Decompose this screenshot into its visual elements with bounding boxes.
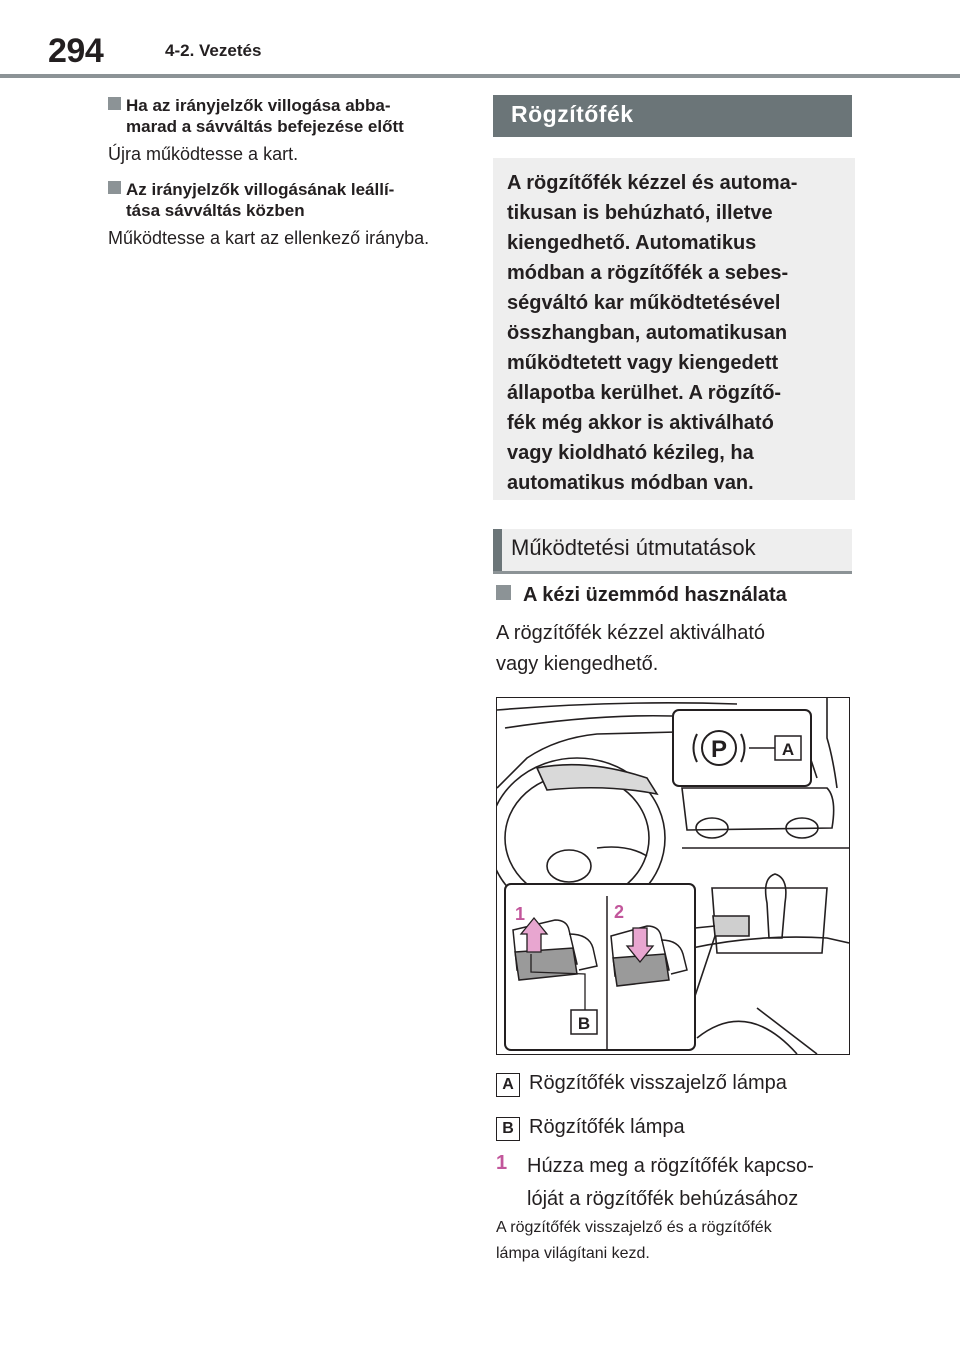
callout-b-label: B	[577, 1014, 591, 1033]
intro-box	[493, 158, 855, 500]
step-text: Húzza meg a rögzítőfék kapcso- lóját a rögzítőfék behúzásához	[527, 1155, 814, 1210]
parking-symbol: P	[710, 736, 728, 763]
body-text-2: Működtesse a kart az ellenkező irányba.	[108, 228, 430, 248]
subheading-cancel-signal: Az irányjelzők villogásának leállí- tása sávváltás közben	[108, 179, 468, 221]
callout-a-label: A	[781, 740, 795, 759]
chapter-title: 4-2. Vezetés	[165, 41, 262, 60]
header-rule	[0, 74, 960, 78]
section-heading: Működtetési útmutatások	[493, 529, 852, 574]
square-bullet-icon	[108, 97, 121, 110]
square-bullet-icon	[108, 181, 121, 194]
subheading-lane-change-stop: Ha az irányjelzők villogása abba- marad a sávváltás befejezése előtt	[108, 95, 468, 137]
intro-text: A rögzítőfék kézzel és automa- tikusan is behúzható, illetve kiengedhető. Automatikus módban a rögzítőfék a sebes- ségváltó kar működtetésével összhangban, automatikusan működtetett vagy kiengedett állapotba kerülhet. A rögzítő- fék még akkor is aktiválható vagy kioldható kézileg, ha automatikus módban van.	[507, 172, 798, 494]
manual-mode-text: A rögzítőfék kézzel aktiválható vagy kiengedhető.	[496, 622, 766, 675]
step-1-label: 1	[515, 904, 526, 924]
page-number: 294	[48, 32, 104, 70]
section-band: Rögzítőfék	[493, 95, 852, 137]
legend-item-a: A Rögzítőfék visszajelző lámpa	[496, 1072, 787, 1097]
step-note: A rögzítőfék visszajelző és a rögzítőfék lámpa világítani kezd.	[496, 1219, 772, 1262]
step-number: 1	[496, 1152, 508, 1174]
legend-item-b: B Rögzítőfék lámpa	[496, 1116, 685, 1141]
dashboard-illustration	[497, 698, 849, 1054]
body-text-1: Újra működtesse a kart.	[108, 144, 299, 164]
subheading-manual-mode: A kézi üzemmód használata	[496, 584, 787, 607]
step-2-label: 2	[614, 902, 625, 922]
square-bullet-icon	[496, 585, 511, 600]
parking-brake-figure	[496, 697, 850, 1055]
